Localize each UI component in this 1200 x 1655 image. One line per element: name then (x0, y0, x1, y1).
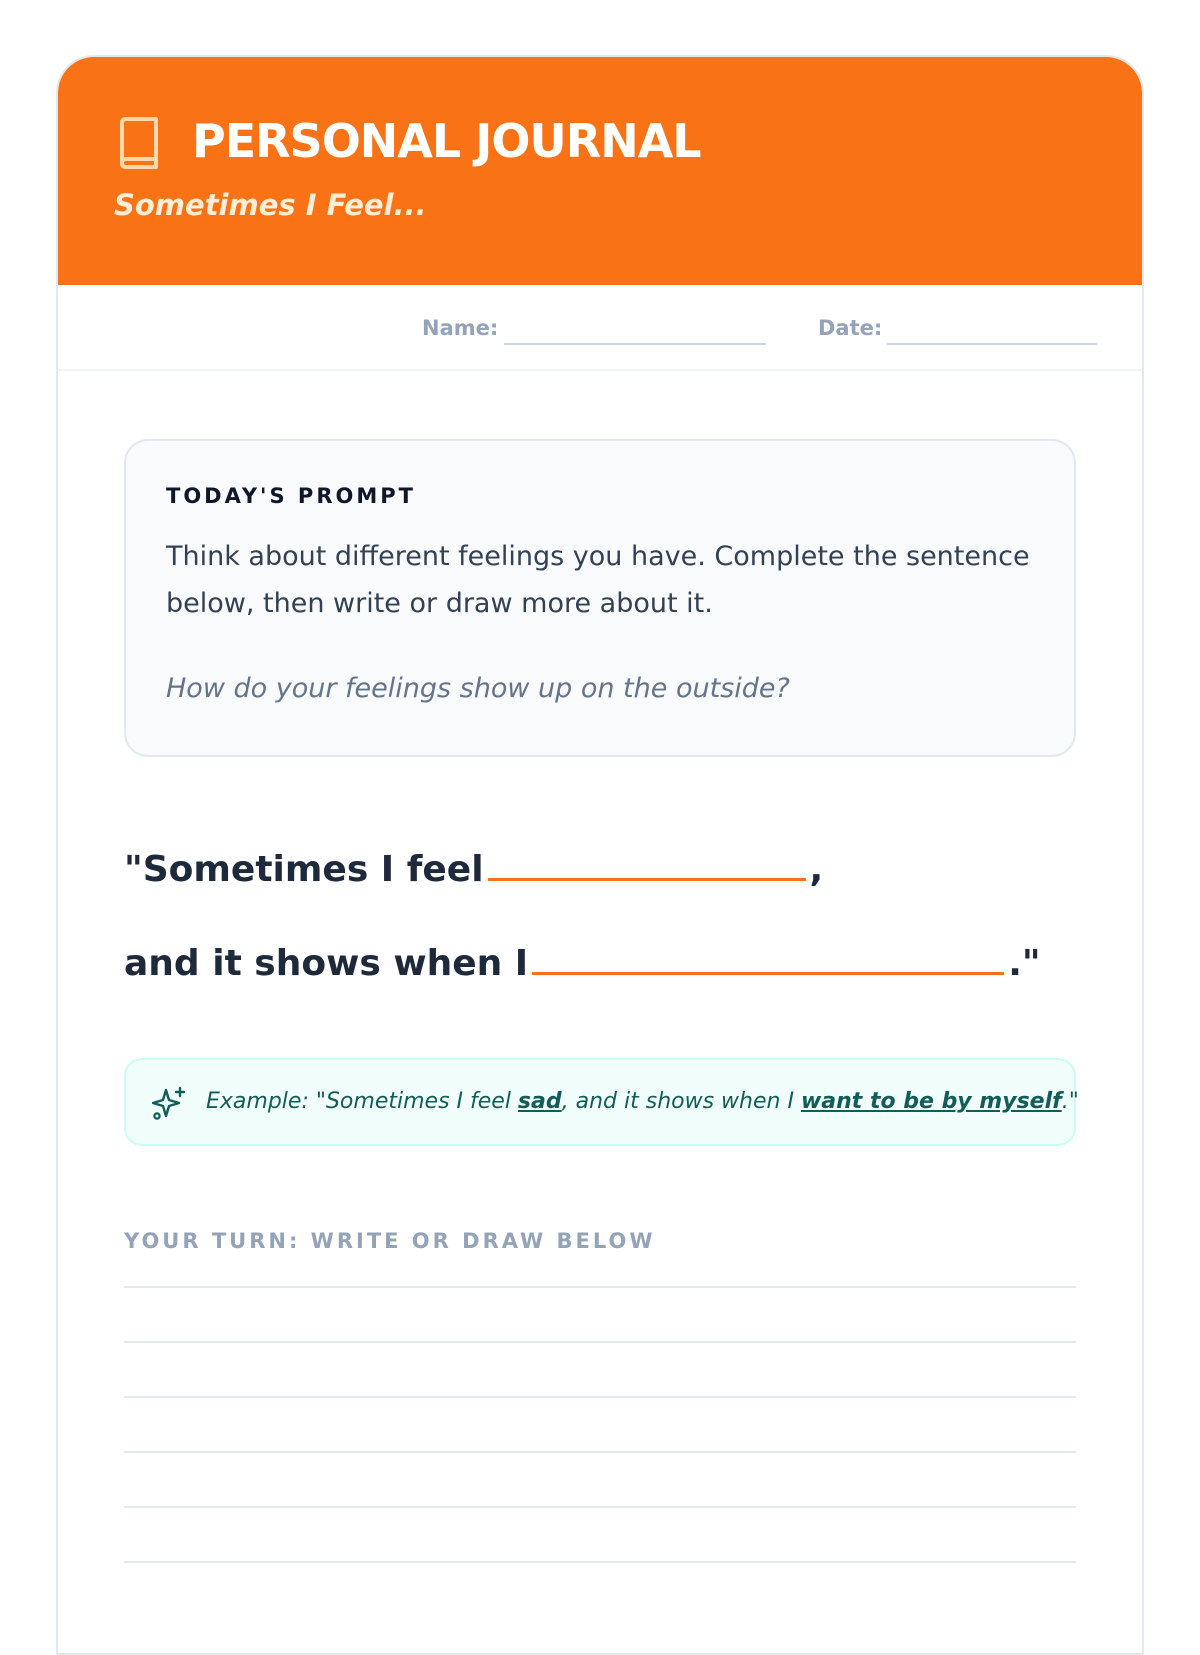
date-field[interactable] (887, 343, 1097, 345)
prompt-question: How do your feelings show up on the outside? (166, 673, 790, 704)
prompt-text: Think about different feelings you have. Complete the sentence below, then write or draw more about it. (166, 541, 1030, 619)
example-suffix: ." (1061, 1089, 1079, 1114)
writing-line (124, 1341, 1076, 1343)
example-box (124, 1058, 1079, 1146)
sentence-line-2 (124, 940, 1041, 988)
sentence-line-1 (124, 846, 823, 894)
sparkle-icon (152, 1086, 186, 1120)
page-subtitle: Sometimes I Feel... (114, 188, 427, 222)
journal-header (58, 57, 1142, 285)
writing-line (124, 1451, 1076, 1453)
date-label: Date: (818, 316, 883, 340)
example-prefix: Example: "Sometimes I feel (206, 1089, 518, 1114)
your-turn-heading: YOUR TURN: WRITE OR DRAW BELOW (124, 1229, 656, 1253)
sentence-line-1-start: "Sometimes I feel (124, 849, 484, 890)
action-blank[interactable] (532, 964, 1004, 975)
name-date-row (58, 285, 1142, 371)
book-icon (116, 117, 160, 169)
writing-line (124, 1286, 1076, 1288)
sentence-line-1-end: , (809, 849, 824, 890)
writing-line (124, 1396, 1076, 1398)
sentence-line-2-end: ." (1008, 943, 1041, 984)
name-label: Name: (422, 316, 499, 340)
name-field[interactable] (504, 343, 766, 345)
page-title: PERSONAL JOURNAL (192, 114, 701, 168)
example-text (206, 1086, 1079, 1118)
prompt-heading: TODAY'S PROMPT (166, 484, 416, 508)
example-middle: , and it shows when I (561, 1089, 801, 1114)
prompt-box (124, 439, 1076, 757)
sentence-line-2-start: and it shows when I (124, 943, 529, 984)
feeling-blank[interactable] (488, 870, 806, 881)
writing-line (124, 1506, 1076, 1508)
example-feeling: sad (517, 1089, 562, 1114)
writing-line (124, 1561, 1076, 1563)
example-action: want to be by myself (800, 1089, 1062, 1114)
